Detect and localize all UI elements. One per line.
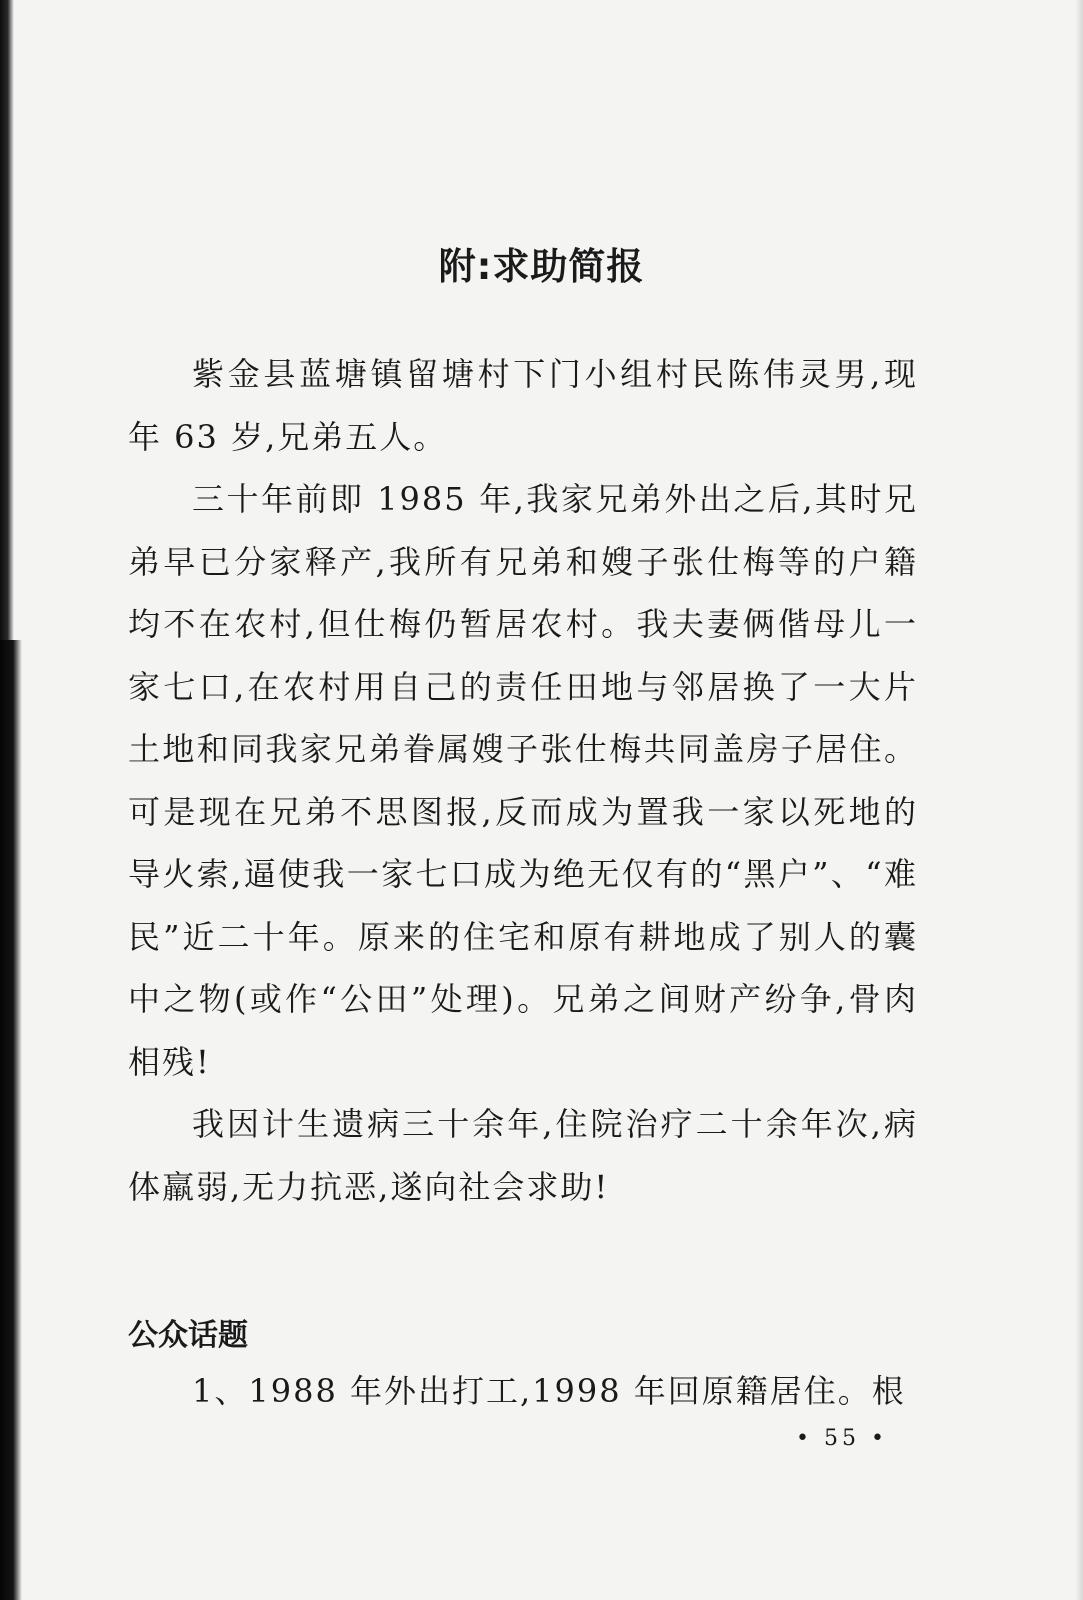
paragraph-1: 紫金县蓝塘镇留塘村下门小组村民陈伟灵男,现年 63 岁,兄弟五人。 xyxy=(128,355,918,456)
body-text xyxy=(128,343,918,1218)
section-paragraph: 1、1988 年外出打工,1998 年回原籍居住。根 xyxy=(192,1372,906,1410)
paragraph-2: 三十年前即 1985 年,我家兄弟外出之后,其时兄弟早已分家释产,我所有兄弟和嫂子张仕梅等的户籍均不在农村,但仕梅仍暂居农村。我夫妻俩偕母儿一家七口,在农村用自己的责任田地与邻居换了一大片土地和同我家兄弟眷属嫂子张仕梅共同盖房子居住。可是现在兄弟不思图报,反而成为置我一家以死地的导火索,逼使我一家七口成为绝无仅有的“黑户”、“难民”近二十年。原来的住宅和原有耕地成了别人的囊中之物(或作“公田”处理)。兄弟之间财产纷争,骨肉相残! xyxy=(128,480,918,1081)
section-body xyxy=(128,1360,918,1423)
page-title: 附:求助简报 xyxy=(438,245,645,288)
scan-edge-left-lower xyxy=(0,640,22,1600)
section-heading: 公众话题 xyxy=(128,1318,248,1353)
paragraph-3: 我因计生遗病三十余年,住院治疗二十余年次,病体羸弱,无力抗恶,遂向社会求助! xyxy=(128,1105,918,1206)
page-number: • 55 • xyxy=(796,1426,888,1451)
